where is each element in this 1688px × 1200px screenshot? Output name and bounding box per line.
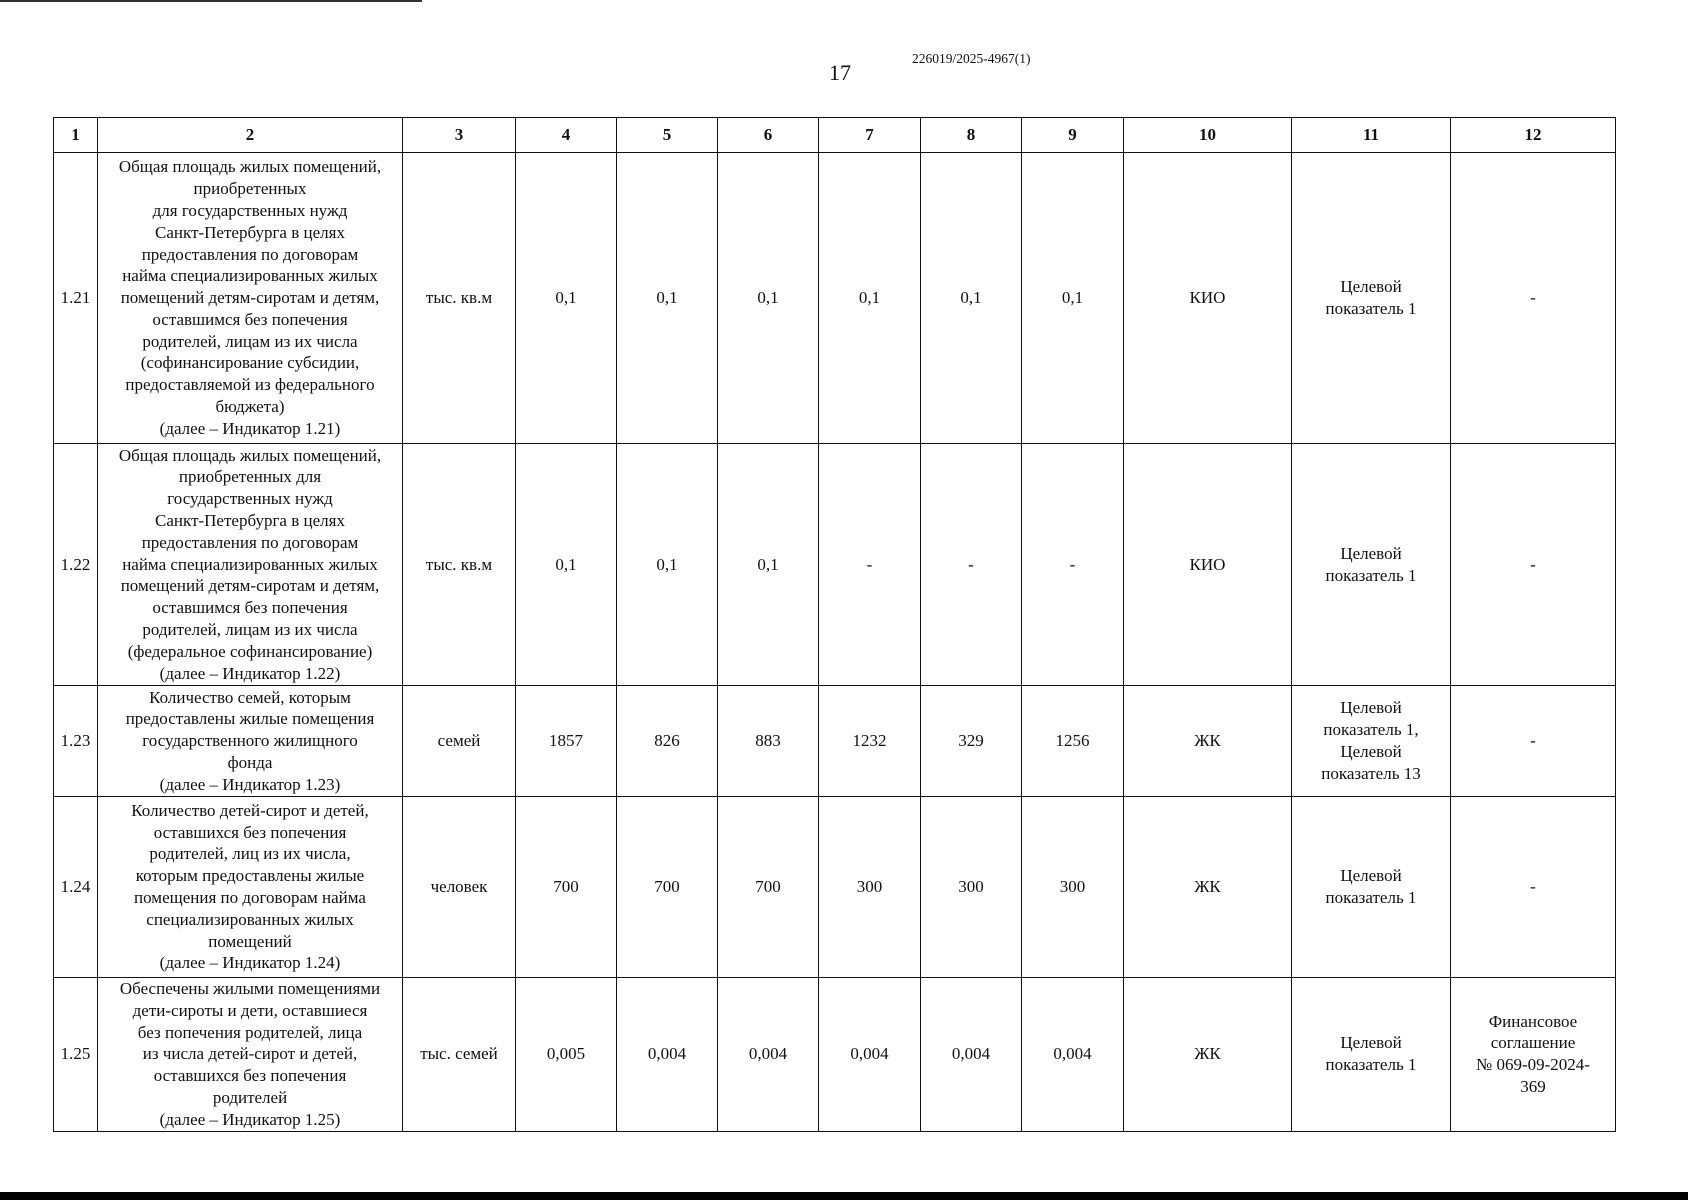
target-indicator-line: Целевой [1340, 866, 1402, 886]
col-header-9: 9 [1022, 118, 1124, 153]
indicator-name [98, 153, 403, 444]
indicator-name-line: предоставления по договорам [141, 532, 359, 552]
header-row [54, 118, 1616, 153]
indicator-name-line: фонда [227, 752, 273, 772]
note-cell-line: - [1530, 288, 1536, 308]
table-row [54, 797, 1616, 978]
col-header-5: 5 [617, 118, 718, 153]
indicator-name-line: без попечения родителей, лица [137, 1022, 363, 1042]
value-col-8: 329 [921, 686, 1022, 797]
indicator-name [98, 978, 403, 1132]
value-col-4: 0,1 [516, 153, 617, 444]
value-col-5: 700 [617, 797, 718, 978]
note-cell [1451, 797, 1616, 978]
target-indicator-line: показатель 13 [1321, 763, 1421, 783]
responsible-org: КИО [1124, 444, 1292, 686]
indicator-name-line: (далее – Индикатор 1.22) [159, 663, 341, 683]
indicator-number: 1.25 [54, 978, 98, 1132]
indicator-name-line: найма специализированных жилых [122, 266, 378, 286]
indicator-name-line: (далее – Индикатор 1.23) [159, 774, 341, 794]
document-number: 226019/2025-4967(1) [912, 51, 1031, 66]
value-col-4: 700 [516, 797, 617, 978]
value-col-7: - [819, 444, 921, 686]
table-row [54, 444, 1616, 686]
indicator-name-line: специализированных жилых [146, 909, 354, 929]
indicator-name-line: оставшимся без попечения [152, 309, 348, 329]
indicator-name-line: предоставления по договорам [141, 244, 359, 264]
indicator-name-line: (софинансирование субсидии, [140, 353, 360, 373]
indicator-name-line: оставшимся без попечения [152, 598, 348, 618]
indicator-name [98, 797, 403, 978]
target-indicator-line: показатель 1 [1325, 299, 1417, 318]
indicator-name-line: оставшихся без попечения [153, 1066, 347, 1086]
indicator-name-line: родителей, лицам из их числа [142, 331, 358, 351]
col-header-3: 3 [403, 118, 516, 153]
value-col-7: 300 [819, 797, 921, 978]
value-col-4: 0,005 [516, 978, 617, 1132]
unit-cell: тыс. семей [403, 978, 516, 1132]
table-row [54, 978, 1616, 1132]
note-cell [1451, 978, 1616, 1132]
target-indicator-line: показатель 1 [1325, 888, 1417, 907]
indicator-name-line: Количество семей, которым [149, 687, 351, 707]
target-indicator [1292, 978, 1451, 1132]
indicator-name-line: Санкт-Петербурга в целях [155, 222, 345, 242]
responsible-org: ЖК [1124, 797, 1292, 978]
indicator-name-line: оставшихся без попечения [153, 822, 347, 842]
value-col-8: - [921, 444, 1022, 686]
indicator-name-line: из числа детей-сирот и детей, [142, 1044, 358, 1064]
target-indicator [1292, 686, 1451, 797]
indicator-name-line: приобретенных [193, 179, 307, 199]
col-header-7: 7 [819, 118, 921, 153]
indicator-name-line: Количество детей-сирот и детей, [131, 800, 369, 820]
target-indicator-line: Целевой [1340, 698, 1402, 718]
indicators-table [53, 117, 1616, 1132]
indicator-name-line: которым предоставлены жилые [135, 866, 365, 886]
indicator-name-line: родителей [212, 1087, 288, 1107]
col-header-6: 6 [718, 118, 819, 153]
indicator-name-line: помещений детям-сиротам и детям, [120, 288, 380, 308]
indicator-number: 1.24 [54, 797, 98, 978]
indicator-number: 1.21 [54, 153, 98, 444]
value-col-8: 300 [921, 797, 1022, 978]
value-col-6: 700 [718, 797, 819, 978]
note-cell-line: 369 [1520, 1077, 1546, 1097]
value-col-7: 0,1 [819, 153, 921, 444]
indicator-number: 1.22 [54, 444, 98, 686]
value-col-9: 300 [1022, 797, 1124, 978]
target-indicator-line: показатель 1 [1325, 1055, 1417, 1075]
indicator-name-line: помещения по договорам найма [134, 888, 366, 907]
target-indicator-line: Целевой [1340, 742, 1402, 761]
col-header-4: 4 [516, 118, 617, 153]
note-cell-line: - [1530, 877, 1536, 897]
indicator-name-line: (далее – Индикатор 1.25) [159, 1109, 341, 1129]
value-col-8: 0,004 [921, 978, 1022, 1132]
note-cell-line: - [1530, 731, 1536, 751]
indicator-name [98, 686, 403, 797]
unit-cell: тыс. кв.м [403, 153, 516, 444]
table-row [54, 153, 1616, 444]
indicator-name-line: Общая площадь жилых помещений, [118, 157, 382, 177]
indicator-name-line: предоставляемой из федерального [125, 375, 375, 395]
target-indicator [1292, 153, 1451, 444]
value-col-5: 0,1 [617, 153, 718, 444]
col-header-11: 11 [1292, 118, 1451, 153]
page-number: 17 [829, 60, 851, 85]
note-cell [1451, 153, 1616, 444]
indicator-name-line: государственных нужд [167, 489, 333, 509]
note-cell [1451, 686, 1616, 797]
value-col-6: 0,1 [718, 153, 819, 444]
scan-edge-top [0, 0, 1688, 2]
table-row [54, 686, 1616, 797]
unit-cell: человек [403, 797, 516, 978]
target-indicator [1292, 797, 1451, 978]
value-col-5: 0,1 [617, 444, 718, 686]
target-indicator-line: показатель 1, [1323, 720, 1419, 740]
target-indicator-line: Целевой [1340, 1033, 1402, 1053]
indicator-name-line: родителей, лиц из их числа, [149, 844, 351, 864]
indicator-name-line: помещений детям-сиротам и детям, [120, 576, 380, 596]
unit-cell: семей [403, 686, 516, 797]
col-header-2: 2 [98, 118, 403, 153]
indicator-name-line: Обеспечены жилыми помещениями [119, 979, 381, 998]
value-col-8: 0,1 [921, 153, 1022, 444]
col-header-1: 1 [54, 118, 98, 153]
value-col-4: 1857 [516, 686, 617, 797]
value-col-5: 0,004 [617, 978, 718, 1132]
value-col-9: - [1022, 444, 1124, 686]
indicator-name-line: приобретенных для [178, 467, 322, 487]
note-cell [1451, 444, 1616, 686]
col-header-12: 12 [1451, 118, 1616, 153]
unit-cell: тыс. кв.м [403, 444, 516, 686]
value-col-7: 0,004 [819, 978, 921, 1132]
indicator-name-line: для государственных нужд [152, 200, 348, 220]
value-col-6: 0,004 [718, 978, 819, 1132]
value-col-4: 0,1 [516, 444, 617, 686]
indicator-name-line: родителей, лицам из их числа [142, 619, 358, 639]
value-col-7: 1232 [819, 686, 921, 797]
target-indicator-line: Целевой [1340, 543, 1402, 563]
note-cell-line: Финансовое [1488, 1011, 1578, 1031]
indicator-name-line: (далее – Индикатор 1.24) [159, 953, 341, 973]
indicator-name [98, 444, 403, 686]
value-col-6: 0,1 [718, 444, 819, 686]
indicator-name-line: Санкт-Петербурга в целях [155, 511, 345, 530]
indicator-name-line: бюджета) [215, 397, 285, 417]
note-cell-line: № 069-09-2024- [1476, 1055, 1590, 1075]
indicator-name-line: дети-сироты и дети, оставшиеся [132, 1000, 368, 1020]
responsible-org: КИО [1124, 153, 1292, 444]
indicator-name-line: предоставлены жилые помещения [125, 709, 375, 729]
value-col-9: 0,004 [1022, 978, 1124, 1132]
indicator-name-line: (федеральное софинансирование) [127, 641, 373, 661]
indicator-name-line: помещений [208, 931, 292, 951]
responsible-org: ЖК [1124, 978, 1292, 1132]
indicator-name-line: Общая площадь жилых помещений, [118, 445, 382, 465]
indicator-name-line: найма специализированных жилых [122, 554, 378, 574]
col-header-8: 8 [921, 118, 1022, 153]
note-cell-line: - [1530, 554, 1536, 574]
value-col-9: 0,1 [1022, 153, 1124, 444]
indicator-name-line: (далее – Индикатор 1.21) [159, 418, 341, 438]
indicator-name-line: государственного жилищного [142, 731, 358, 751]
value-col-9: 1256 [1022, 686, 1124, 797]
responsible-org: ЖК [1124, 686, 1292, 797]
col-header-10: 10 [1124, 118, 1292, 153]
value-col-5: 826 [617, 686, 718, 797]
target-indicator-line: показатель 1 [1325, 565, 1417, 585]
value-col-6: 883 [718, 686, 819, 797]
scan-edge-bottom [0, 1192, 1688, 1200]
indicator-number: 1.23 [54, 686, 98, 797]
note-cell-line: соглашение [1490, 1033, 1576, 1053]
target-indicator [1292, 444, 1451, 686]
target-indicator-line: Целевой [1340, 277, 1402, 297]
